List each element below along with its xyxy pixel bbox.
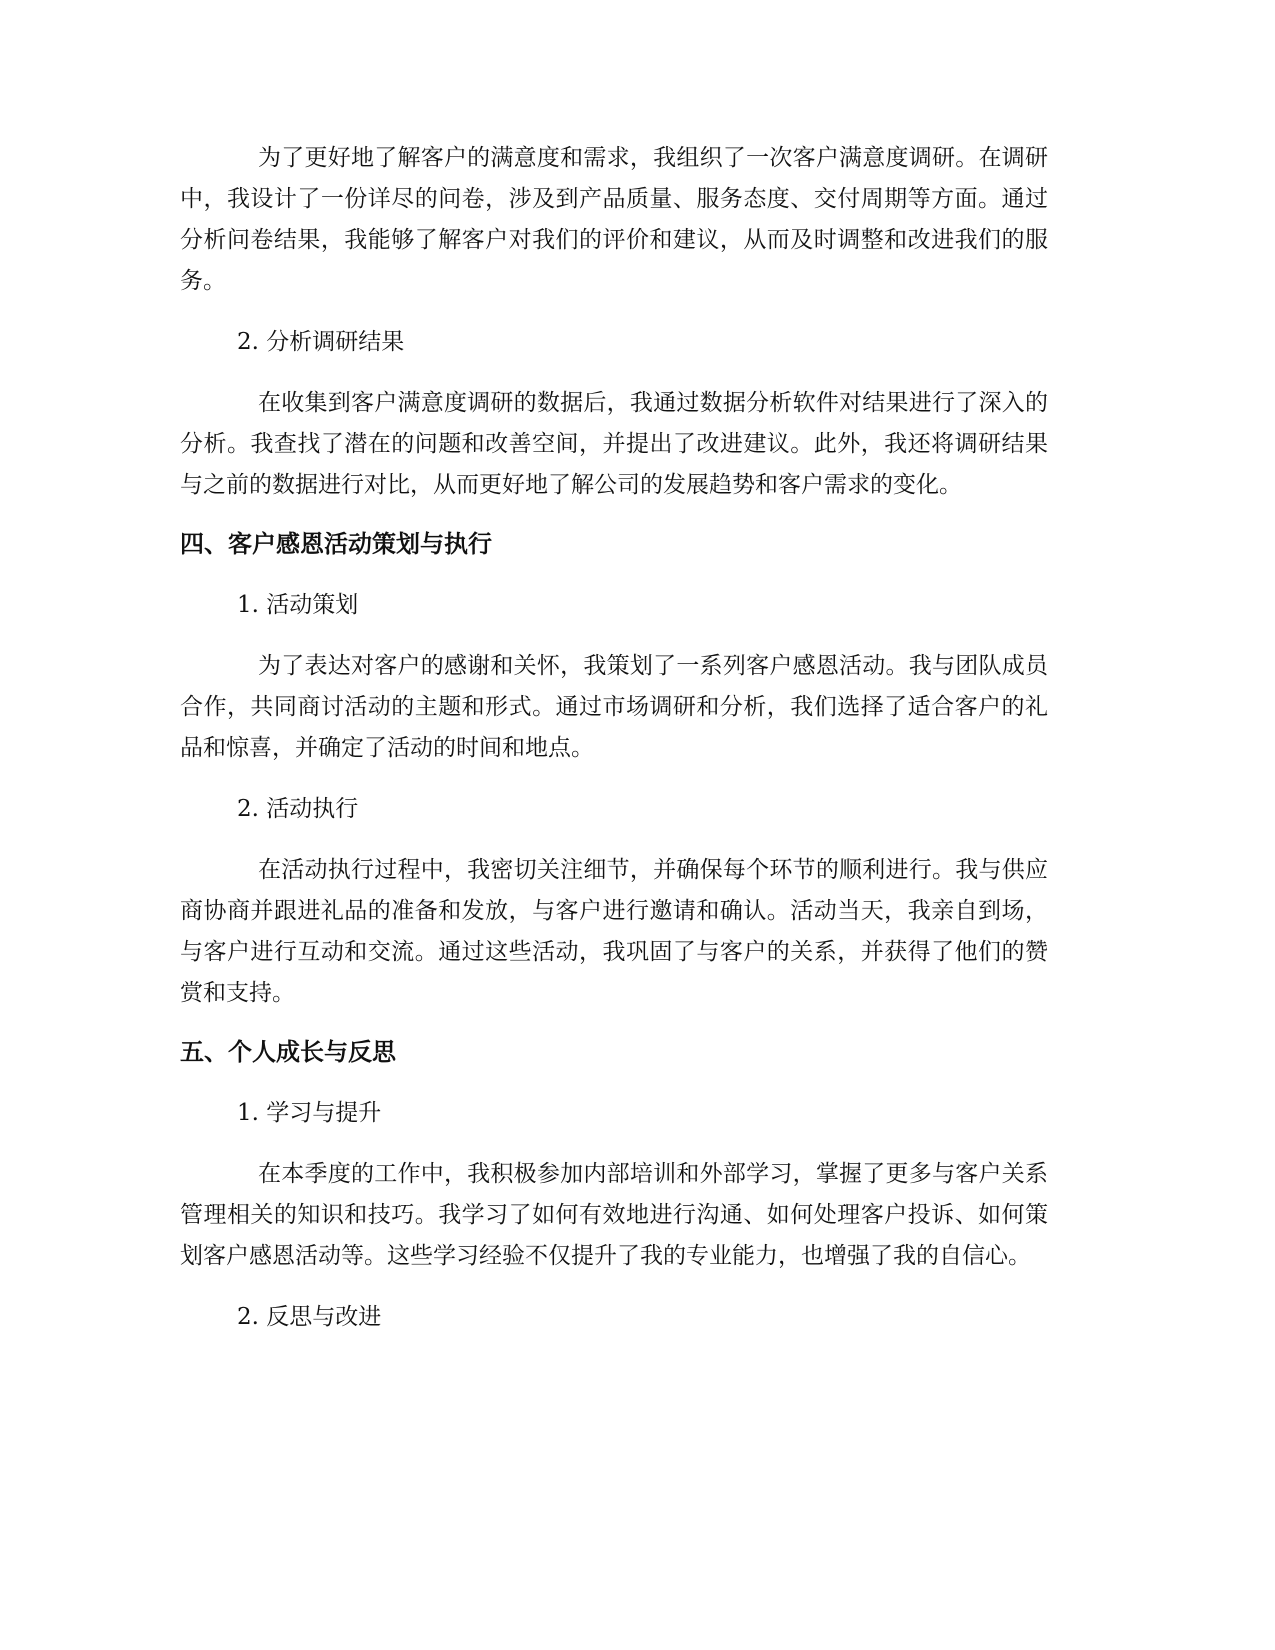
subheading-activity-planning: 1. 活动策划 (237, 592, 359, 618)
paragraph-activity-planning: 为了表达对客户的感谢和关怀，我策划了一系列客户感恩活动。我与团队成员合作，共同商讨活动的主题和形式。通过市场调研和分析，我们选择了适合客户的礼品和惊喜，并确定了活动的时间和地点。 (180, 653, 1048, 761)
document-page (180, 138, 1048, 1338)
paragraph-survey-intro: 为了更好地了解客户的满意度和需求，我组织了一次客户满意度调研。在调研中，我设计了一份详尽的问卷，涉及到产品质量、服务态度、交付周期等方面。通过分析问卷结果，我能够了解客户对我们的评价和建议，从而及时调整和改进我们的服务。 (180, 145, 1048, 294)
section-heading-5: 五、个人成长与反思 (180, 1038, 396, 1066)
paragraph-activity-execution: 在活动执行过程中，我密切关注细节，并确保每个环节的顺利进行。我与供应商协商并跟进礼品的准备和发放，与客户进行邀请和确认。活动当天，我亲自到场，与客户进行互动和交流。通过这些活动，我巩固了与客户的关系，并获得了他们的赞赏和支持。 (180, 857, 1048, 1006)
paragraph-analysis: 在收集到客户满意度调研的数据后，我通过数据分析软件对结果进行了深入的分析。我查找了潜在的问题和改善空间，并提出了改进建议。此外，我还将调研结果与之前的数据进行对比，从而更好地了解公司的发展趋势和客户需求的变化。 (180, 390, 1048, 498)
subheading-analyze-results: 2. 分析调研结果 (237, 329, 405, 355)
subheading-learning: 1. 学习与提升 (237, 1100, 382, 1126)
subheading-reflection: 2. 反思与改进 (237, 1304, 382, 1330)
subheading-activity-execution: 2. 活动执行 (237, 796, 359, 822)
paragraph-learning: 在本季度的工作中，我积极参加内部培训和外部学习，掌握了更多与客户关系管理相关的知识和技巧。我学习了如何有效地进行沟通、如何处理客户投诉、如何策划客户感恩活动等。这些学习经验不仅提升了我的专业能力，也增强了我的自信心。 (180, 1161, 1048, 1269)
section-heading-4: 四、客户感恩活动策划与执行 (180, 530, 492, 558)
